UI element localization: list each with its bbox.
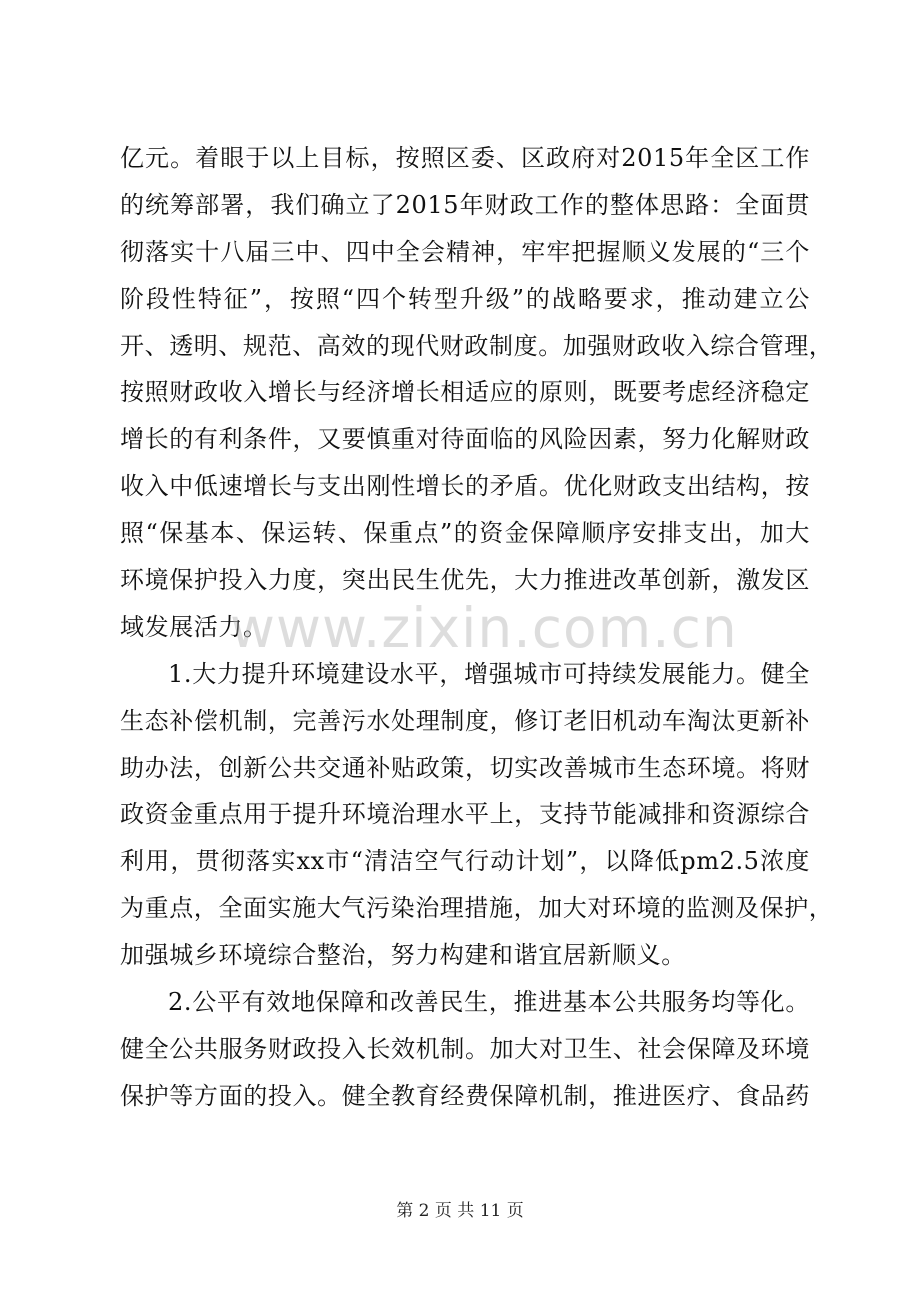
text-line: 阶段性特征”，按照“四个转型升级”的战略要求，推动建立公	[120, 284, 810, 313]
text-line: 域发展活力。	[120, 612, 268, 641]
text-line: 政资金重点用于提升环境治理水平上，支持节能减排和资源综合	[120, 800, 810, 829]
text-line: 健全公共服务财政投入长效机制。加大对卫生、社会保障及环境	[120, 1034, 810, 1063]
text-line: 生态补偿机制，完善污水处理制度，修订老旧机动车淘汰更新补	[120, 706, 810, 735]
text-line: 收入中低速增长与支出刚性增长的矛盾。优化财政支出结构，按	[120, 472, 810, 501]
text-line: 为重点，全面实施大气污染治理措施，加大对环境的监测及保护，	[120, 894, 834, 923]
text-line: 按照财政收入增长与经济增长相适应的原则，既要考虑经济稳定	[120, 378, 810, 407]
text-line: 保护等方面的投入。健全教育经费保障机制，推进医疗、食品药	[120, 1081, 810, 1110]
text-line: 1.大力提升环境建设水平，增强城市可持续发展能力。健全	[168, 659, 810, 688]
text-line: 的统筹部署，我们确立了2015年财政工作的整体思路：全面贯	[120, 190, 810, 219]
text-line: 彻落实十八届三中、四中全会精神，牢牢把握顺义发展的“三个	[120, 237, 810, 266]
text-line: 环境保护投入力度，突出民生优先，大力推进改革创新，激发区	[120, 566, 810, 595]
text-line: 助办法，创新公共交通补贴政策，切实改善城市生态环境。将财	[120, 753, 810, 782]
text-line: 利用，贯彻落实xx市“清洁空气行动计划”，以降低pm2.5浓度	[120, 847, 810, 876]
text-line: 照“保基本、保运转、保重点”的资金保障顺序安排支出，加大	[120, 519, 810, 548]
text-line: 开、透明、规范、高效的现代财政制度。加强财政收入综合管理，	[120, 331, 834, 360]
document-body	[120, 135, 834, 1120]
text-line: 2.公平有效地保障和改善民生，推进基本公共服务均等化。	[168, 988, 810, 1017]
page-footer: 第 2 页 共 11 页	[396, 1201, 524, 1221]
text-line: 增长的有利条件，又要慎重对待面临的风险因素，努力化解财政	[120, 425, 810, 454]
text-line: 加强城乡环境综合整治，努力构建和谐宜居新顺义。	[120, 941, 686, 970]
text-line: 亿元。着眼于以上目标，按照区委、区政府对2015年全区工作	[120, 144, 810, 172]
watermark: www.zixin.com.cn	[230, 596, 738, 660]
